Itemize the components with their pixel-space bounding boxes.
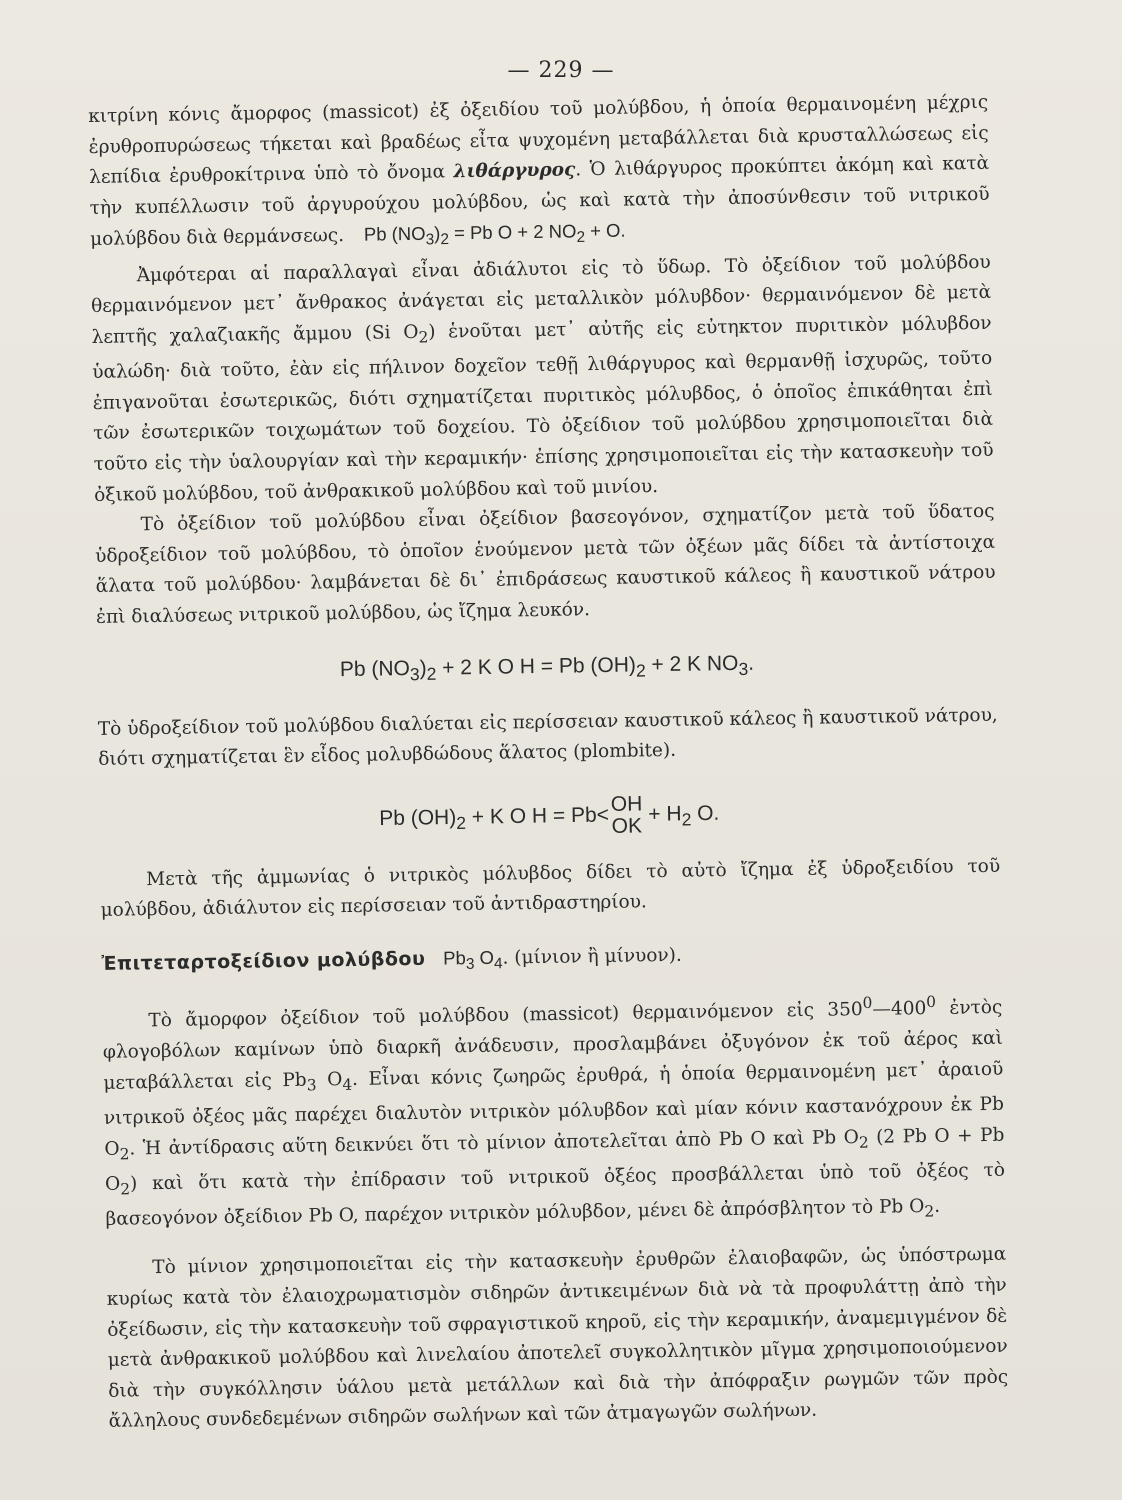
eq-part: <: [596, 803, 610, 827]
subscript: 2: [858, 1133, 869, 1152]
eq-sub: 4: [493, 955, 503, 973]
paragraph-plombite: Τὸ ὑδροξείδιον τοῦ μολύβδου διαλύεται εἰς περίσσειαν καυστικοῦ κάλεος ἢ καυστικοῦ νάτρου, διότι σχηματίζεται ἓν εἶδος μολυβδώδους ἅλατος (plombite).: [97, 704, 998, 771]
text-run: —400: [872, 998, 927, 1021]
eq-part: + K O H = Pb: [465, 803, 597, 829]
text-run: . Ἡ ἀντίδρασις αὕτη δεικνύει ὅτι τὸ μίνιον ἀποτελεῖται ἀπὸ Pb O καὶ Pb O: [129, 1126, 859, 1160]
eq-frac-top: OH: [610, 792, 643, 816]
text-run: (2 Pb O + Pb O: [104, 1124, 1005, 1195]
superscript: 0: [926, 993, 937, 1012]
text-run: . Ὁ λιθάργυρος προκύπτει ἀκόμη καὶ κατὰ τὴν κυπέλλωσιν τοῦ ἀργυρούχου μολύβδου, ὡς καὶ κατὰ τὴν ἀποσύνθεσιν τοῦ νιτρικοῦ μολύβδου διὰ θερμάνσεως.: [89, 153, 990, 251]
eq-part: = Pb O + 2 NO: [448, 220, 577, 244]
paragraph-minium-uses: Τὸ μίνιον χρησιμοποιεῖται εἰς τὴν κατασκευὴν ἐρυθρῶν ἐλαιοβαφῶν, ὡς ὑπόστρωμα κυρίως κατὰ τὸν ἐλαιοχρωματισμὸν σιδηρῶν ἀντικειμένων διὰ νὰ τὰ προφυλάττῃ ἀπὸ τὴν ὀξείδωσιν, εἰς τὴν κατασκευὴν τοῦ σφραγιστικοῦ κηροῦ, εἰς τὴν κεραμικήν, ἀναμεμιγμένον δὲ μετὰ ἀνθρακικοῦ μολύβδου καὶ λινελαίου ἀποτελεῖ συγκολλητικὸν μῖγμα χρησιμοποιούμενον διὰ τὴν συγκόλλησιν ὑάλου μετὰ μετάλλων καὶ διὰ τὴν ἀπόφραξιν ρωγμῶν τῶν πρὸς ἄλληλους συνδεδεμένων σιδηρῶν σωλήνων καὶ τῶν ἀτμαγωγῶν σωλήνων.: [106, 1244, 1009, 1433]
eq-sub: 3: [425, 231, 435, 249]
eq-part: + 2 K NO: [645, 652, 739, 677]
text-run: Ἀμφότεραι αἱ παραλλαγαὶ εἶναι ἀδιάλυτοι εἰς τὸ ὕδωρ. Τὸ ὀξείδιον τοῦ μολύβδου θερμαινόμενον μετ᾽ ἄνθρακος ἀνάγεται εἰς μεταλλικὸν μόλυβδον· θερμαινόμενον δὲ μετὰ λεπτῆς χαλαζιακῆς ἄμμου (Si O: [91, 251, 992, 348]
eq-fraction: [611, 793, 643, 837]
subscript: 2: [924, 1202, 935, 1221]
text-run: ) ἑνοῦται μετ᾽ αὐτῆς εἰς εὐτηκτον πυριτικὸν μόλυβδον ὑαλώδη· διὰ τοῦτο, ἐὰν εἰς πήλινον δοχεῖον τεθῇ λιθάργυρος καὶ θερμανθῇ ἰσχυρῶς, τοῦτο ἐπιγανοῦται ἐσωτερικῶς, διότι σχηματίζεται πυριτικὸς μόλυβδος, ὁ ὁποῖος ἐπικάθηται ἐπὶ τῶν ἐσωτερικῶν τοιχωμάτων τοῦ δοχείου. Τὸ ὀξείδιον τοῦ μολύβδου χρησιμοποιεῖται διὰ τοῦτο εἰς τὴν ὑαλουργίαν καὶ τὴν κεραμικήν· ἐπίσης χρησιμοποιεῖται εἰς τὴν κατασκευὴν τοῦ ὀξικοῦ μολύβδου, τοῦ ἀνθρακικοῦ μολύβδου καὶ τοῦ μινίου.: [92, 312, 994, 506]
text-run: ἐντὸς φλογοβόλων καμίνων ὑπὸ διαρκῆ ἀνάδευσιν, προσλαμβάνει ὀξυγόνον ἐκ τοῦ ἀέρος καὶ μεταβάλλεται εἰς Pb: [102, 997, 1003, 1094]
paragraph-massicot-litharge: [88, 88, 990, 262]
paragraph-basic-oxide: Τὸ ὀξείδιον τοῦ μολύβδου εἶναι ὀξείδιον βασεογόνον, σχηματίζον μετὰ τοῦ ὕδατος ὑδροξείδιον τοῦ μολύβδου, τὸ ὁποῖον ἑνούμενον μετὰ τῶν ὀξέων μᾶς δίδει τὰ ἀντίστοιχα ἅλατα τοῦ μολύβδου· λαμβάνεται δὲ δι᾽ ἐπιδράσεως καυστικοῦ κάλεος ἢ καυστικοῦ νάτρου ἐπὶ διαλύσεως νιτρικοῦ μολύβδου, ὡς ἴζημα λευκόν.: [94, 500, 996, 628]
text-run: κιτρίνη κόνις ἄμορφος (massicot) ἐξ ὀξειδίου τοῦ μολύβδου, ἡ ὁποία θερμαινομένη μέχρις ἐρυθροπυρώσεως τήκεται καὶ βραδέως εἶτα ψυχομένη μεταβάλλεται διὰ κρυσταλλώσεως εἰς λεπίδια ἐρυθροκίτρινα ὑπὸ τὸ ὄνομα: [88, 91, 989, 189]
eq-sub: 3: [465, 955, 475, 973]
eq-part: O: [474, 946, 495, 969]
inline-equation-1: [363, 219, 626, 249]
eq-part: Pb: [443, 947, 467, 969]
eq-sub: 3: [738, 659, 749, 680]
term-litharge: λιθάργυρος: [453, 159, 576, 183]
paragraph-minium-prep: [102, 986, 1006, 1240]
page-body: [88, 88, 1009, 1438]
eq-part: + O.: [584, 219, 626, 242]
subscript: 3: [306, 1075, 317, 1095]
eq-frac-bottom: OK: [611, 814, 643, 838]
equation-3: [99, 788, 1000, 846]
eq-part: ): [434, 222, 441, 244]
subscript: 2: [119, 1144, 130, 1163]
subscript: 2: [120, 1179, 131, 1199]
section-heading-minium: [101, 935, 1001, 986]
page-number: — 229 —: [507, 58, 615, 83]
eq-part: + 2 K O H = Pb (OH): [436, 653, 637, 681]
subscript: 2: [418, 328, 429, 347]
text-run: O: [316, 1068, 343, 1091]
equation-2: [97, 645, 997, 694]
eq-sub: 2: [576, 229, 586, 247]
section-formula: [443, 946, 503, 973]
eq-part: Pb (NO: [363, 223, 426, 246]
eq-part: ): [419, 657, 427, 681]
eq-part: Pb (OH): [379, 805, 457, 830]
section-title: Ἐπιτεταρτοξείδιον μολύβδου: [101, 947, 426, 975]
eq-sub: 2: [426, 664, 437, 685]
eq-part: + H: [642, 802, 682, 826]
subscript: 4: [342, 1075, 353, 1094]
eq-sub: 3: [409, 664, 420, 685]
superscript: 0: [862, 994, 873, 1013]
eq-sub: 2: [456, 812, 467, 833]
text-run: Τὸ ἄμορφον ὀξείδιον τοῦ μολύβδου (massicot) θερμαινόμενον εἰς 350: [148, 999, 863, 1032]
paragraph-properties: [91, 247, 995, 511]
eq-part: Pb (NO: [339, 657, 411, 682]
eq-part: O.: [691, 801, 720, 826]
eq-sub: 2: [635, 660, 646, 682]
eq-part: .: [747, 652, 755, 676]
text-run: ) καὶ ὅτι κατὰ τὴν ἐπίδρασιν τοῦ νιτρικοῦ ὀξέος προσβάλλεται ὑπὸ τοῦ ὀξέος τὸ βασεογόνον ὀξείδιον Pb O, παρέχον νιτρικὸν μόλυβδον, μένει δὲ ἀπρόσβλητον τὸ Pb O: [105, 1159, 1006, 1230]
paragraph-ammonia: Μετὰ τῆς ἀμμωνίας ὁ νιτρικὸς μόλυβδος δίδει τὸ αὐτὸ ἴζημα ἐξ ὑδροξειδίου τοῦ μολύβδου, ἀδιάλυτον εἰς περίσσειαν τοῦ ἀντιδραστηρίου.: [100, 855, 1001, 922]
text-run: . Εἶναι κόνις ζωηρῶς ἐρυθρά, ἡ ὁποία θερμαινομένη μετ᾽ ἀραιοῦ νιτρικοῦ ὀξέος μᾶς παρέχει διαλυτὸν νιτρικὸν μόλυβδον καὶ μίαν κόνιν καστανόχρουν ἐκ Pb O: [103, 1058, 1005, 1160]
eq-sub: 2: [440, 231, 450, 249]
text-run: .: [933, 1195, 941, 1217]
eq-sub: 2: [681, 809, 692, 830]
section-subtitle: . (μίνιον ἢ μίνυον).: [502, 944, 682, 969]
